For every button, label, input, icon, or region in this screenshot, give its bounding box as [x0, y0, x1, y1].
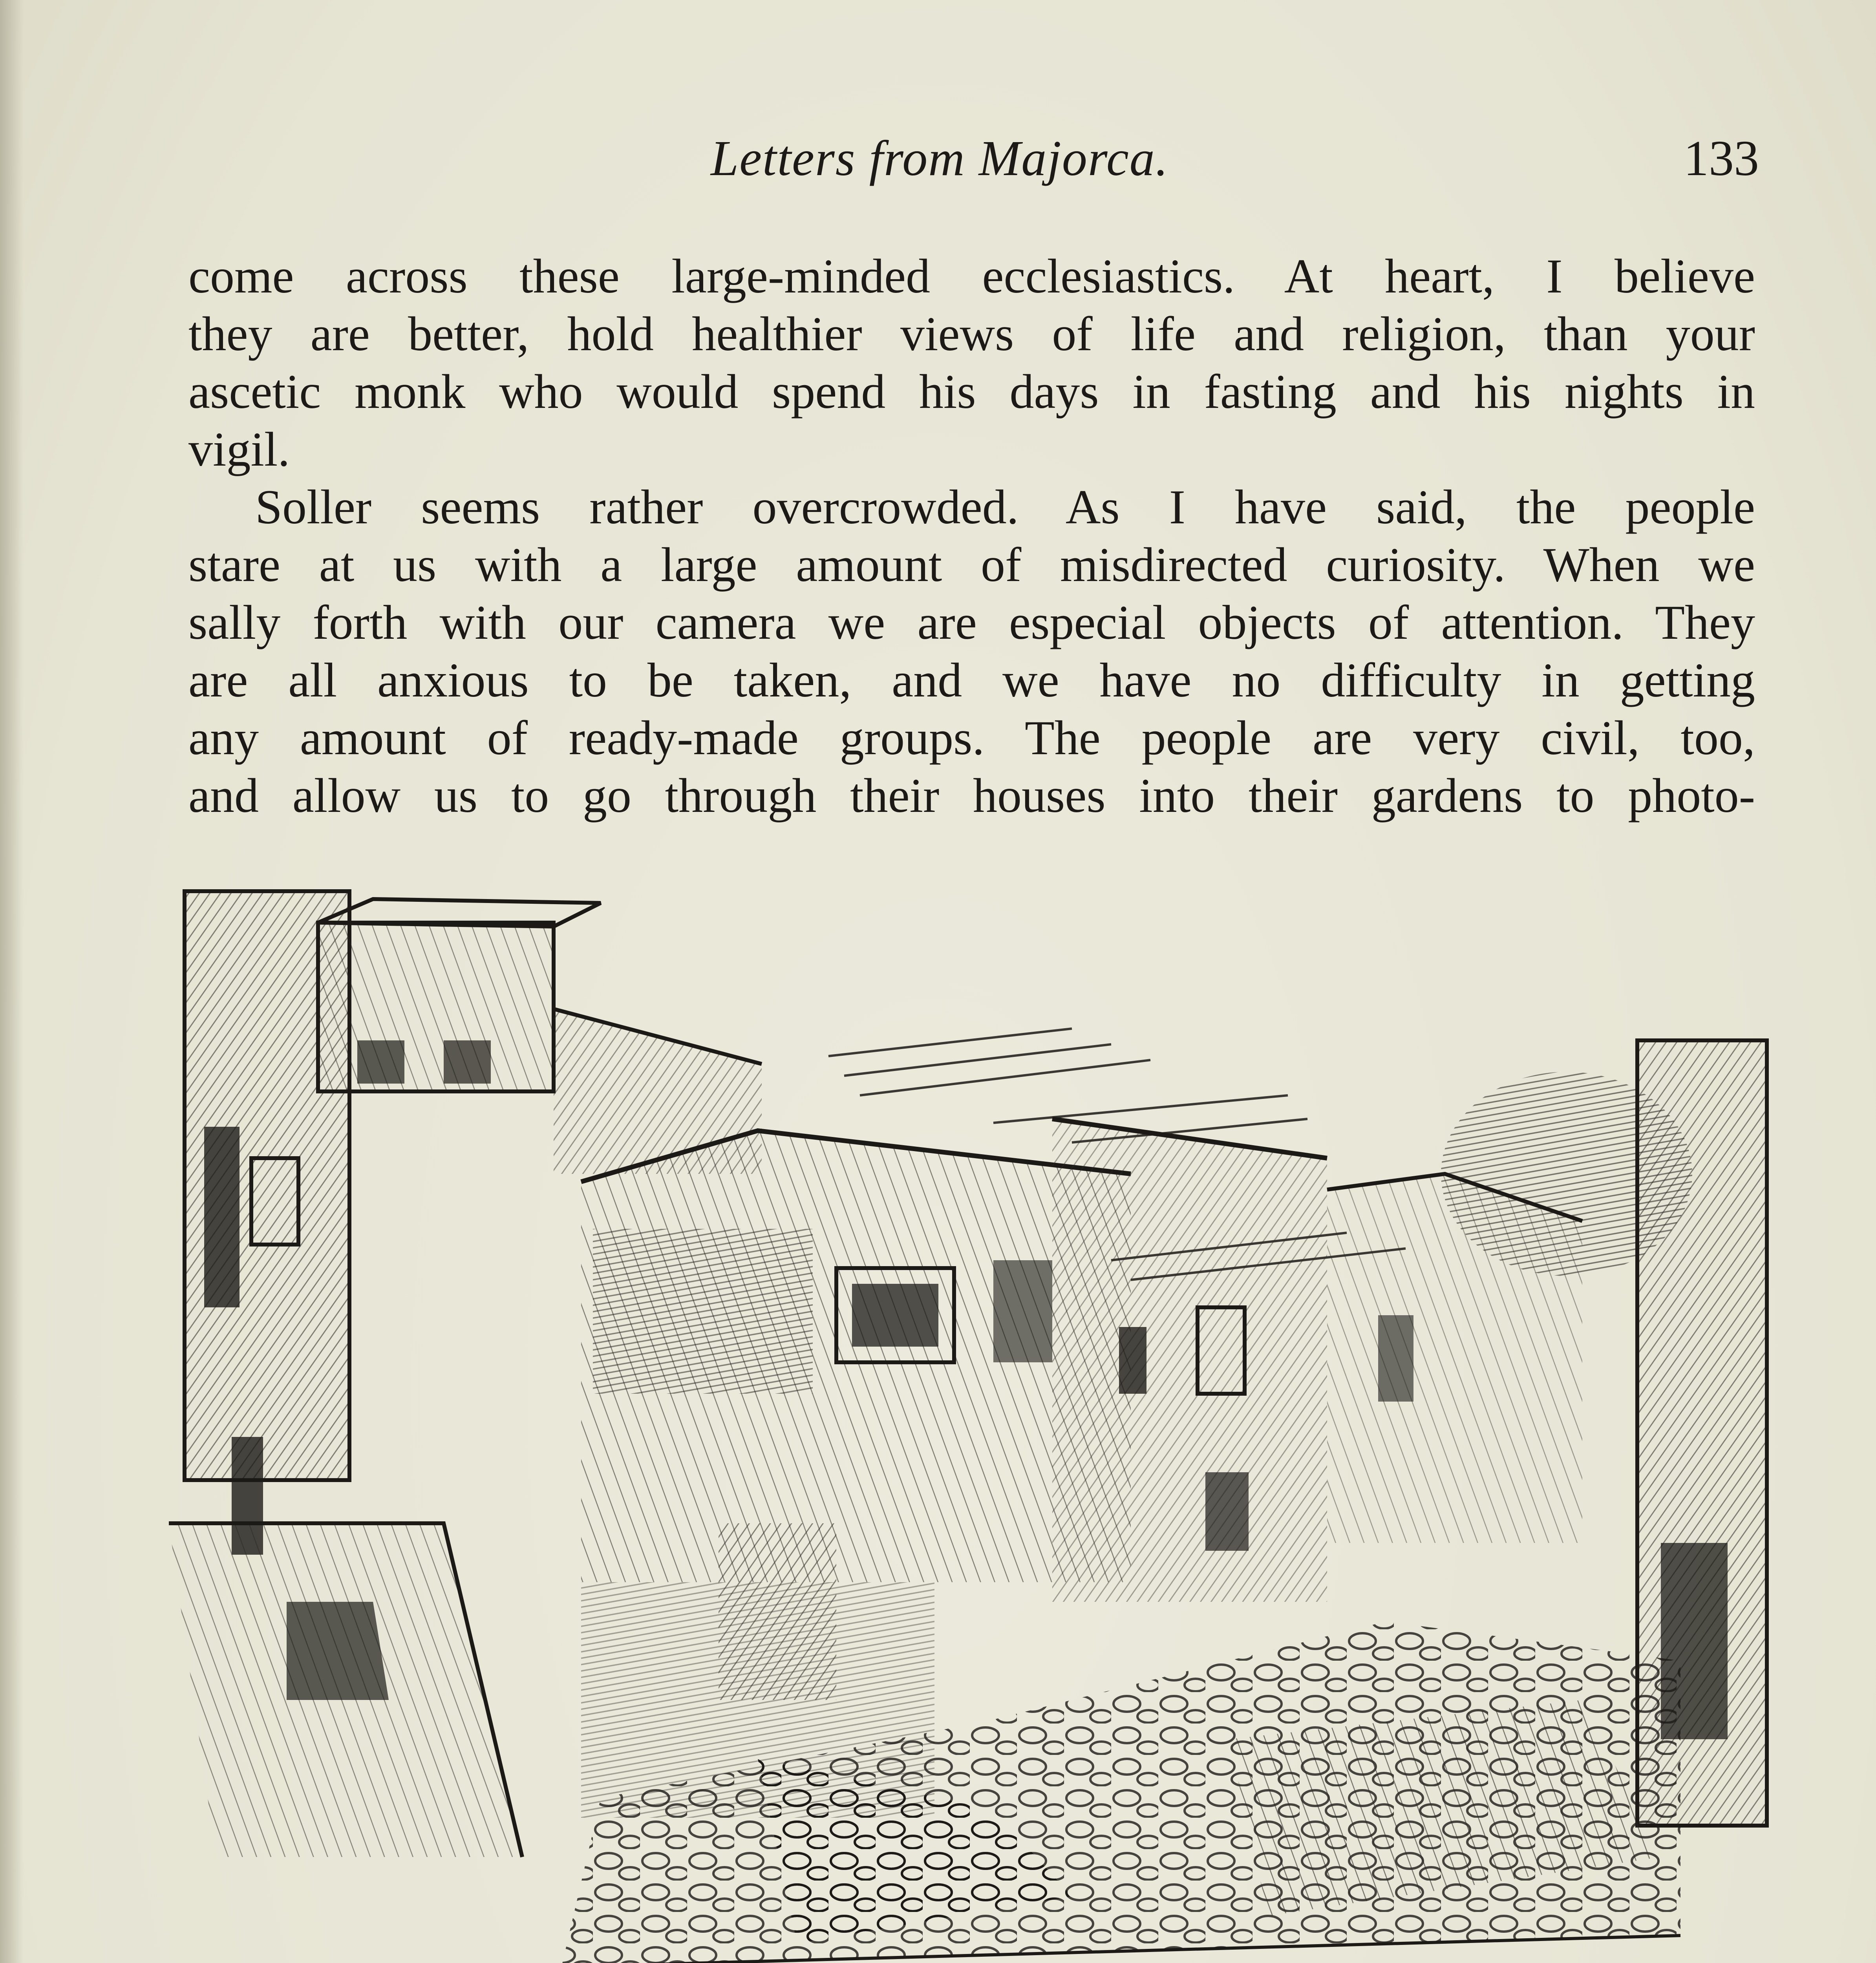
text-line: are all anxious to be taken, and we have no difficulty in getting: [188, 653, 1755, 707]
running-head: [188, 130, 1759, 196]
central-houses: [581, 1119, 1327, 1602]
page-number: 133: [1684, 130, 1759, 186]
text-line: come across these large-minded ecclesiastics. At heart, I believe: [188, 249, 1755, 303]
gutter-shadow: [0, 0, 24, 1963]
text-line: they are better, hold healthier views of life and religion, than your: [188, 307, 1755, 361]
text-line: sally forth with our camera we are especial objects of attention. They: [188, 596, 1755, 649]
text-line: any amount of ready-made groups. The people are very civil, too,: [188, 711, 1755, 765]
running-title: Letters from Majorca.: [711, 130, 1169, 186]
soller-engraving: [169, 875, 1783, 1963]
text-line: stare at us with a large amount of misdirected curiosity. When we: [188, 538, 1755, 592]
text-line: Soller seems rather overcrowded. As I have said, the people: [255, 480, 1755, 534]
text-block-top: [188, 247, 1755, 824]
text-line: ascetic monk who would spend his days in fasting and his nights in: [188, 365, 1755, 419]
text-line: and allow us to go through their houses into their gardens to photo-: [188, 769, 1755, 822]
text-line: vigil.: [188, 422, 290, 476]
